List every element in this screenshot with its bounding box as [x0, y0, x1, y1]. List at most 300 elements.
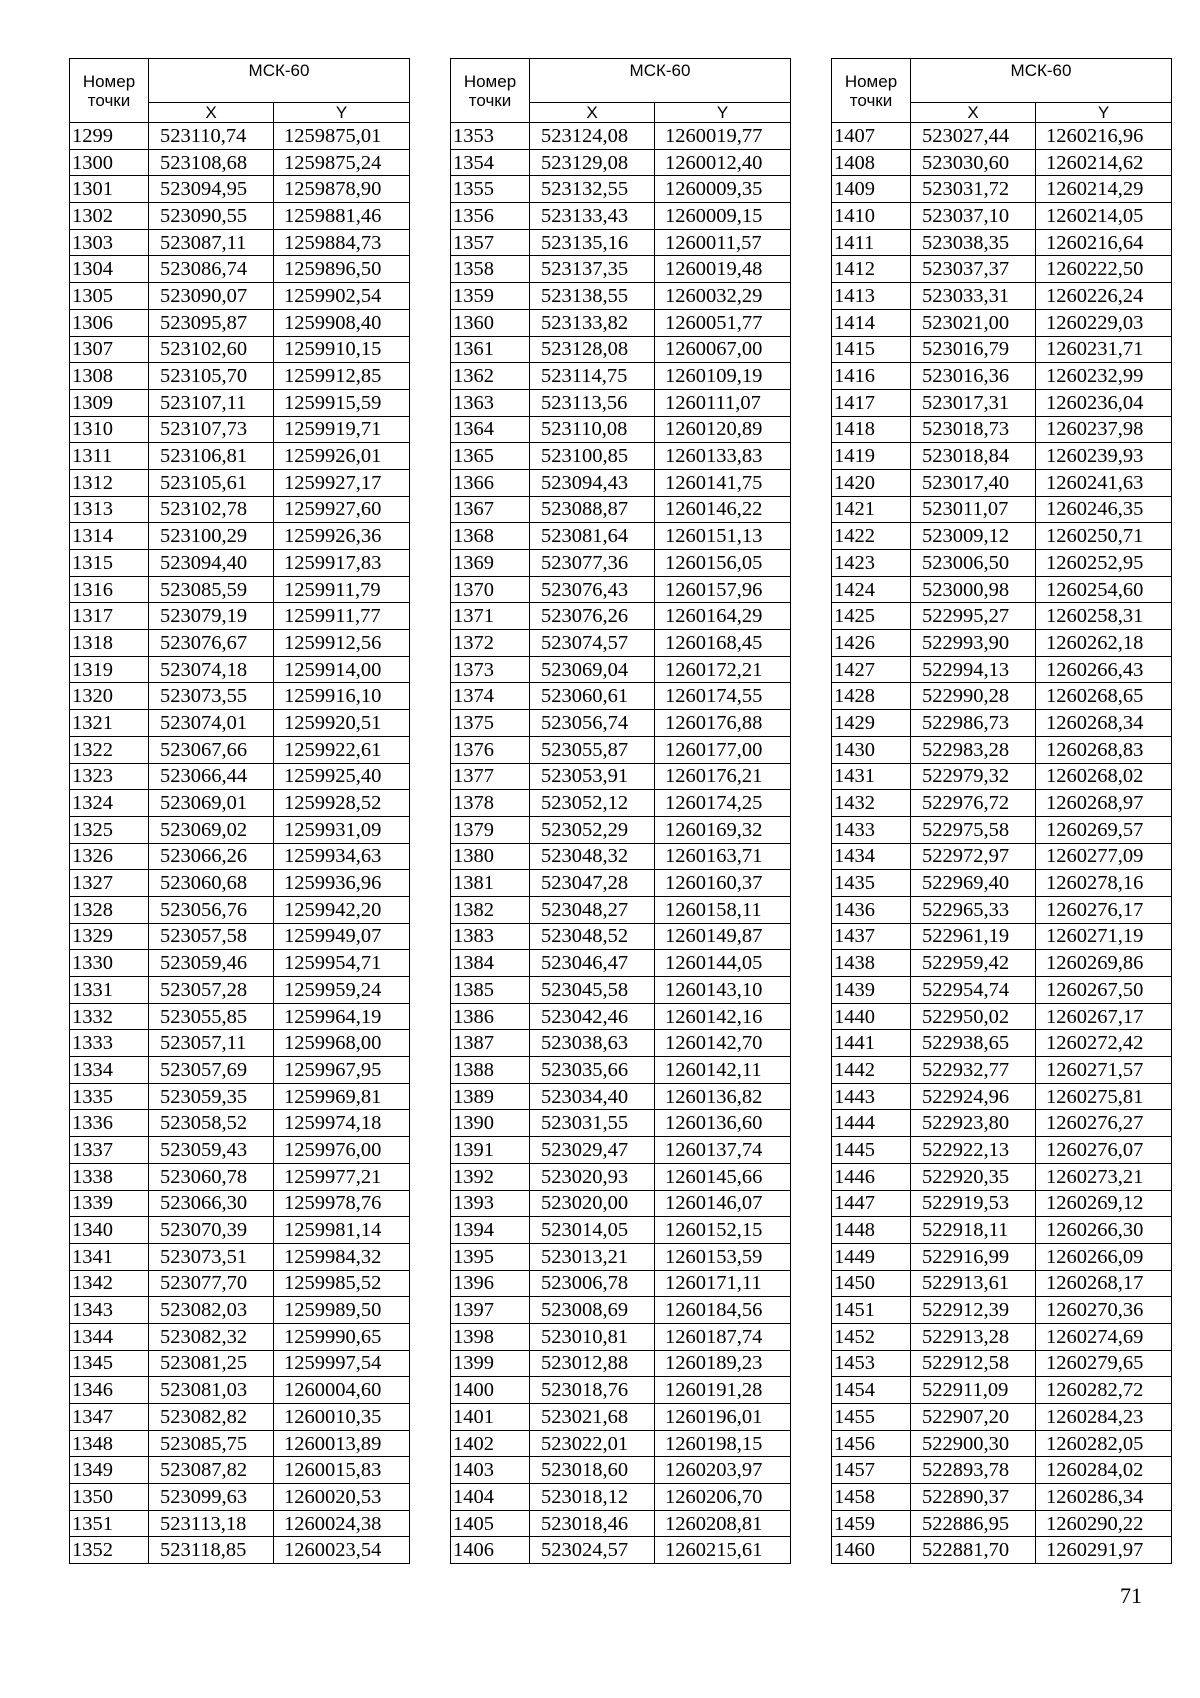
table-row [451, 416, 791, 443]
x-coordinate-cell: 523027,44 [911, 123, 1036, 150]
x-column-header: X [149, 103, 274, 123]
y-coordinate-cell: 1260142,11 [655, 1057, 791, 1084]
point-number-cell: 1314 [70, 523, 149, 550]
y-coordinate-cell: 1259922,61 [274, 736, 410, 763]
point-number-cell: 1433 [832, 816, 911, 843]
point-number-cell: 1345 [70, 1350, 149, 1377]
table-row [832, 977, 1172, 1004]
coordinates-table-1 [69, 58, 410, 1564]
table-row [832, 950, 1172, 977]
y-coordinate-cell: 1260269,57 [1036, 816, 1172, 843]
table-row [832, 1484, 1172, 1511]
y-coordinate-cell: 1260241,63 [1036, 469, 1172, 496]
x-coordinate-cell: 523085,59 [149, 576, 274, 603]
point-number-cell: 1426 [832, 630, 911, 657]
point-number-cell: 1376 [451, 736, 530, 763]
table-row [70, 1190, 410, 1217]
x-coordinate-cell: 523057,58 [149, 923, 274, 950]
table-row [70, 363, 410, 390]
y-coordinate-cell: 1260290,22 [1036, 1510, 1172, 1537]
table-row [832, 203, 1172, 230]
y-coordinate-cell: 1259967,95 [274, 1057, 410, 1084]
table-row [832, 229, 1172, 256]
table-row [832, 336, 1172, 363]
x-coordinate-cell: 522995,27 [911, 603, 1036, 630]
point-number-cell: 1391 [451, 1137, 530, 1164]
point-number-cell: 1328 [70, 896, 149, 923]
point-number-cell: 1415 [832, 336, 911, 363]
x-coordinate-cell: 522890,37 [911, 1484, 1036, 1511]
point-number-cell: 1306 [70, 309, 149, 336]
point-number-cell: 1393 [451, 1190, 530, 1217]
point-number-cell: 1309 [70, 389, 149, 416]
y-coordinate-cell: 1260157,96 [655, 576, 791, 603]
point-number-cell: 1411 [832, 229, 911, 256]
point-number-cell: 1373 [451, 656, 530, 683]
point-number-cell: 1354 [451, 149, 530, 176]
table-row [832, 1030, 1172, 1057]
x-coordinate-cell: 523081,03 [149, 1377, 274, 1404]
point-number-cell: 1355 [451, 176, 530, 203]
y-coordinate-cell: 1260009,15 [655, 203, 791, 230]
y-coordinate-cell: 1260258,31 [1036, 603, 1172, 630]
table-row [832, 1457, 1172, 1484]
y-coordinate-cell: 1259997,54 [274, 1350, 410, 1377]
y-coordinate-cell: 1260268,65 [1036, 683, 1172, 710]
point-number-cell: 1387 [451, 1030, 530, 1057]
x-coordinate-cell: 522986,73 [911, 710, 1036, 737]
point-number-cell: 1353 [451, 123, 530, 150]
x-coordinate-cell: 523113,18 [149, 1510, 274, 1537]
y-coordinate-cell: 1260282,72 [1036, 1377, 1172, 1404]
table-row [832, 1190, 1172, 1217]
y-coordinate-cell: 1260142,16 [655, 1003, 791, 1030]
y-coordinate-cell: 1259911,77 [274, 603, 410, 630]
table-row [451, 1110, 791, 1137]
point-number-cell: 1304 [70, 256, 149, 283]
point-number-cell: 1370 [451, 576, 530, 603]
y-coordinate-cell: 1259927,60 [274, 496, 410, 523]
table-row [451, 576, 791, 603]
table-row [451, 1350, 791, 1377]
point-number-cell: 1323 [70, 763, 149, 790]
y-coordinate-cell: 1260146,22 [655, 496, 791, 523]
table-row [70, 1457, 410, 1484]
x-coordinate-cell: 523045,58 [530, 977, 655, 1004]
point-number-cell: 1340 [70, 1217, 149, 1244]
point-number-cell: 1332 [70, 1003, 149, 1030]
y-coordinate-cell: 1260279,65 [1036, 1350, 1172, 1377]
x-coordinate-cell: 523137,35 [530, 256, 655, 283]
y-coordinate-cell: 1260222,50 [1036, 256, 1172, 283]
point-number-cell: 1311 [70, 443, 149, 470]
y-coordinate-cell: 1259896,50 [274, 256, 410, 283]
table-row [70, 203, 410, 230]
y-coordinate-cell: 1260136,82 [655, 1083, 791, 1110]
point-number-cell: 1308 [70, 363, 149, 390]
y-coordinate-cell: 1260152,15 [655, 1217, 791, 1244]
point-number-cell: 1460 [832, 1537, 911, 1564]
point-number-cell: 1442 [832, 1057, 911, 1084]
x-coordinate-cell: 522924,96 [911, 1083, 1036, 1110]
x-coordinate-cell: 523102,60 [149, 336, 274, 363]
y-coordinate-cell: 1260214,62 [1036, 149, 1172, 176]
point-number-cell: 1334 [70, 1057, 149, 1084]
x-coordinate-cell: 522912,39 [911, 1297, 1036, 1324]
y-coordinate-cell: 1259976,00 [274, 1137, 410, 1164]
y-coordinate-cell: 1260226,24 [1036, 283, 1172, 310]
y-coordinate-cell: 1260032,29 [655, 283, 791, 310]
x-coordinate-cell: 523055,87 [530, 736, 655, 763]
point-number-cell: 1392 [451, 1163, 530, 1190]
x-coordinate-cell: 523029,47 [530, 1137, 655, 1164]
x-coordinate-cell: 523102,78 [149, 496, 274, 523]
table-row [451, 336, 791, 363]
x-coordinate-cell: 523074,57 [530, 630, 655, 657]
point-number-cell: 1394 [451, 1217, 530, 1244]
point-number-cell: 1400 [451, 1377, 530, 1404]
y-coordinate-cell: 1259911,79 [274, 576, 410, 603]
point-number-cell: 1361 [451, 336, 530, 363]
table-row [70, 1083, 410, 1110]
y-coordinate-cell: 1260232,99 [1036, 363, 1172, 390]
point-number-cell: 1388 [451, 1057, 530, 1084]
point-number-cell: 1356 [451, 203, 530, 230]
x-coordinate-cell: 523076,26 [530, 603, 655, 630]
x-coordinate-cell: 523038,63 [530, 1030, 655, 1057]
x-coordinate-cell: 523008,69 [530, 1297, 655, 1324]
table-row [70, 1163, 410, 1190]
point-number-cell: 1424 [832, 576, 911, 603]
x-coordinate-cell: 522920,35 [911, 1163, 1036, 1190]
y-coordinate-cell: 1260266,30 [1036, 1217, 1172, 1244]
coordinate-system-header: МСК-60 [911, 59, 1172, 103]
table-row [832, 790, 1172, 817]
table-row [451, 309, 791, 336]
table-row [451, 656, 791, 683]
table-row [70, 416, 410, 443]
y-coordinate-cell: 1259910,15 [274, 336, 410, 363]
point-number-cell: 1431 [832, 763, 911, 790]
point-number-cell: 1386 [451, 1003, 530, 1030]
point-number-cell: 1301 [70, 176, 149, 203]
y-coordinate-cell: 1260164,29 [655, 603, 791, 630]
table-row [70, 1430, 410, 1457]
y-coordinate-cell: 1260051,77 [655, 309, 791, 336]
table-row [832, 149, 1172, 176]
point-number-cell: 1430 [832, 736, 911, 763]
point-number-cell: 1344 [70, 1323, 149, 1350]
table-row [70, 1110, 410, 1137]
point-number-cell: 1443 [832, 1083, 911, 1110]
x-coordinate-cell: 523082,82 [149, 1404, 274, 1431]
x-coordinate-cell: 522916,99 [911, 1243, 1036, 1270]
y-coordinate-cell: 1260169,32 [655, 816, 791, 843]
x-coordinate-cell: 522994,13 [911, 656, 1036, 683]
table-row [832, 389, 1172, 416]
point-number-cell: 1459 [832, 1510, 911, 1537]
x-coordinate-cell: 523048,52 [530, 923, 655, 950]
x-coordinate-cell: 523052,29 [530, 816, 655, 843]
table-row [70, 977, 410, 1004]
x-coordinate-cell: 523024,57 [530, 1537, 655, 1564]
y-coordinate-cell: 1259954,71 [274, 950, 410, 977]
table-row [451, 1190, 791, 1217]
point-number-cell: 1377 [451, 763, 530, 790]
point-number-cell: 1380 [451, 843, 530, 870]
point-number-cell: 1321 [70, 710, 149, 737]
table-row [451, 1137, 791, 1164]
point-number-cell: 1435 [832, 870, 911, 897]
point-number-cell: 1418 [832, 416, 911, 443]
y-coordinate-cell: 1260011,57 [655, 229, 791, 256]
x-coordinate-cell: 522893,78 [911, 1457, 1036, 1484]
point-number-cell: 1402 [451, 1430, 530, 1457]
x-coordinate-cell: 523038,35 [911, 229, 1036, 256]
point-number-cell: 1450 [832, 1270, 911, 1297]
y-coordinate-cell: 1259912,85 [274, 363, 410, 390]
table-row [832, 1057, 1172, 1084]
x-coordinate-cell: 523077,36 [530, 550, 655, 577]
point-number-cell: 1337 [70, 1137, 149, 1164]
point-number-cell: 1412 [832, 256, 911, 283]
x-coordinate-cell: 523069,02 [149, 816, 274, 843]
y-coordinate-cell: 1260239,93 [1036, 443, 1172, 470]
y-coordinate-cell: 1260231,71 [1036, 336, 1172, 363]
point-number-cell: 1300 [70, 149, 149, 176]
point-number-cell: 1302 [70, 203, 149, 230]
y-coordinate-cell: 1260153,59 [655, 1243, 791, 1270]
table-row [70, 630, 410, 657]
x-coordinate-cell: 523059,43 [149, 1137, 274, 1164]
point-number-cell: 1383 [451, 923, 530, 950]
y-coordinate-cell: 1260010,35 [274, 1404, 410, 1431]
x-coordinate-cell: 523095,87 [149, 309, 274, 336]
table-row [70, 523, 410, 550]
table-row [832, 1350, 1172, 1377]
y-coordinate-cell: 1260145,66 [655, 1163, 791, 1190]
point-number-cell: 1343 [70, 1297, 149, 1324]
x-coordinate-cell: 522993,90 [911, 630, 1036, 657]
table-row [832, 630, 1172, 657]
y-coordinate-cell: 1260198,15 [655, 1430, 791, 1457]
table-row [451, 1484, 791, 1511]
point-number-cell: 1417 [832, 389, 911, 416]
table-row [451, 950, 791, 977]
x-coordinate-cell: 523014,05 [530, 1217, 655, 1244]
x-coordinate-cell: 522961,19 [911, 923, 1036, 950]
y-coordinate-cell: 1260236,04 [1036, 389, 1172, 416]
x-coordinate-cell: 522886,95 [911, 1510, 1036, 1537]
x-coordinate-cell: 523124,08 [530, 123, 655, 150]
x-coordinate-cell: 523090,07 [149, 283, 274, 310]
point-number-cell: 1396 [451, 1270, 530, 1297]
x-coordinate-cell: 522976,72 [911, 790, 1036, 817]
point-number-cell: 1458 [832, 1484, 911, 1511]
y-coordinate-cell: 1260156,05 [655, 550, 791, 577]
point-number-cell: 1313 [70, 496, 149, 523]
y-coordinate-cell: 1260274,69 [1036, 1323, 1172, 1350]
y-coordinate-cell: 1260269,86 [1036, 950, 1172, 977]
table-row [832, 1003, 1172, 1030]
x-coordinate-cell: 522913,61 [911, 1270, 1036, 1297]
point-number-cell: 1341 [70, 1243, 149, 1270]
point-number-cell: 1389 [451, 1083, 530, 1110]
y-coordinate-cell: 1259959,24 [274, 977, 410, 1004]
point-number-cell: 1312 [70, 469, 149, 496]
point-number-cell: 1432 [832, 790, 911, 817]
table-row [832, 576, 1172, 603]
table-row [70, 176, 410, 203]
y-coordinate-cell: 1260266,43 [1036, 656, 1172, 683]
table-row [832, 496, 1172, 523]
point-number-cell: 1404 [451, 1484, 530, 1511]
y-coordinate-cell: 1259926,01 [274, 443, 410, 470]
table-row [451, 1243, 791, 1270]
point-number-cell: 1318 [70, 630, 149, 657]
x-coordinate-cell: 522938,65 [911, 1030, 1036, 1057]
table-row [832, 736, 1172, 763]
point-number-cell: 1367 [451, 496, 530, 523]
x-coordinate-cell: 523006,50 [911, 550, 1036, 577]
x-coordinate-cell: 523094,95 [149, 176, 274, 203]
y-coordinate-cell: 1260276,07 [1036, 1137, 1172, 1164]
x-coordinate-cell: 522911,09 [911, 1377, 1036, 1404]
y-coordinate-cell: 1260172,21 [655, 656, 791, 683]
table-row [70, 1297, 410, 1324]
coordinates-table-2 [450, 58, 791, 1564]
table-row [451, 1163, 791, 1190]
y-coordinate-cell: 1259878,90 [274, 176, 410, 203]
point-number-cell: 1401 [451, 1404, 530, 1431]
y-coordinate-cell: 1259908,40 [274, 309, 410, 336]
table-row [70, 229, 410, 256]
table-row [832, 1137, 1172, 1164]
table-row [70, 843, 410, 870]
y-coordinate-cell: 1259990,65 [274, 1323, 410, 1350]
table-row [832, 896, 1172, 923]
x-coordinate-cell: 523076,43 [530, 576, 655, 603]
y-coordinate-cell: 1260109,19 [655, 363, 791, 390]
table-row [451, 710, 791, 737]
x-coordinate-cell: 523100,29 [149, 523, 274, 550]
x-coordinate-cell: 523082,03 [149, 1297, 274, 1324]
x-coordinate-cell: 523110,08 [530, 416, 655, 443]
point-number-cell: 1409 [832, 176, 911, 203]
x-coordinate-cell: 523006,78 [530, 1270, 655, 1297]
table-row [832, 870, 1172, 897]
table-row [832, 1270, 1172, 1297]
y-coordinate-cell: 1260271,19 [1036, 923, 1172, 950]
table-body [451, 123, 791, 1564]
point-number-cell: 1339 [70, 1190, 149, 1217]
coordinate-system-header: МСК-60 [149, 59, 410, 103]
point-number-cell: 1327 [70, 870, 149, 897]
point-number-cell: 1359 [451, 283, 530, 310]
table-row [832, 309, 1172, 336]
x-coordinate-cell: 523133,82 [530, 309, 655, 336]
point-number-cell: 1390 [451, 1110, 530, 1137]
y-coordinate-cell: 1260020,53 [274, 1484, 410, 1511]
table-row [70, 1350, 410, 1377]
point-number-cell: 1456 [832, 1430, 911, 1457]
point-number-cell: 1319 [70, 656, 149, 683]
x-coordinate-cell: 523087,11 [149, 229, 274, 256]
y-coordinate-cell: 1259920,51 [274, 710, 410, 737]
x-coordinate-cell: 523094,43 [530, 469, 655, 496]
table-row [451, 1377, 791, 1404]
x-column-header: X [530, 103, 655, 123]
x-coordinate-cell: 523030,60 [911, 149, 1036, 176]
x-coordinate-cell: 522881,70 [911, 1537, 1036, 1564]
point-number-cell: 1454 [832, 1377, 911, 1404]
y-coordinate-cell: 1260174,25 [655, 790, 791, 817]
x-coordinate-cell: 522919,53 [911, 1190, 1036, 1217]
x-coordinate-cell: 523010,81 [530, 1323, 655, 1350]
y-coordinate-cell: 1260272,42 [1036, 1030, 1172, 1057]
x-coordinate-cell: 523035,66 [530, 1057, 655, 1084]
table-row [70, 790, 410, 817]
point-number-cell: 1445 [832, 1137, 911, 1164]
table-row [70, 870, 410, 897]
x-coordinate-cell: 523105,70 [149, 363, 274, 390]
table-row [70, 1057, 410, 1084]
y-coordinate-cell: 1260196,01 [655, 1404, 791, 1431]
table-row [70, 123, 410, 150]
table-row [70, 1404, 410, 1431]
x-coordinate-cell: 523138,55 [530, 283, 655, 310]
x-coordinate-cell: 523110,74 [149, 123, 274, 150]
y-coordinate-cell: 1260268,02 [1036, 763, 1172, 790]
table-row [832, 683, 1172, 710]
y-coordinate-cell: 1260278,16 [1036, 870, 1172, 897]
y-coordinate-cell: 1260254,60 [1036, 576, 1172, 603]
x-coordinate-cell: 523021,68 [530, 1404, 655, 1431]
x-coordinate-cell: 523060,78 [149, 1163, 274, 1190]
y-coordinate-cell: 1259881,46 [274, 203, 410, 230]
point-number-cell: 1336 [70, 1110, 149, 1137]
point-number-header: Номер точки [451, 59, 530, 123]
point-number-header: Номер точки [70, 59, 149, 123]
table-row [451, 1270, 791, 1297]
point-number-cell: 1315 [70, 550, 149, 577]
point-number-cell: 1419 [832, 443, 911, 470]
point-number-cell: 1362 [451, 363, 530, 390]
x-coordinate-cell: 522913,28 [911, 1323, 1036, 1350]
table-row [451, 1404, 791, 1431]
point-number-cell: 1333 [70, 1030, 149, 1057]
y-coordinate-cell: 1260268,83 [1036, 736, 1172, 763]
point-number-cell: 1305 [70, 283, 149, 310]
x-coordinate-cell: 523085,75 [149, 1430, 274, 1457]
x-coordinate-cell: 523100,85 [530, 443, 655, 470]
table-row [451, 763, 791, 790]
point-number-header: Номер точки [832, 59, 911, 123]
y-coordinate-cell: 1259926,36 [274, 523, 410, 550]
x-coordinate-cell: 523046,47 [530, 950, 655, 977]
table-row [70, 389, 410, 416]
y-coordinate-cell: 1260171,11 [655, 1270, 791, 1297]
x-coordinate-cell: 523129,08 [530, 149, 655, 176]
y-coordinate-cell: 1259875,24 [274, 149, 410, 176]
y-coordinate-cell: 1259936,96 [274, 870, 410, 897]
x-coordinate-cell: 523053,91 [530, 763, 655, 790]
x-coordinate-cell: 523132,55 [530, 176, 655, 203]
table-row [832, 1297, 1172, 1324]
table-row [451, 469, 791, 496]
table-row [451, 1510, 791, 1537]
y-coordinate-cell: 1260146,07 [655, 1190, 791, 1217]
